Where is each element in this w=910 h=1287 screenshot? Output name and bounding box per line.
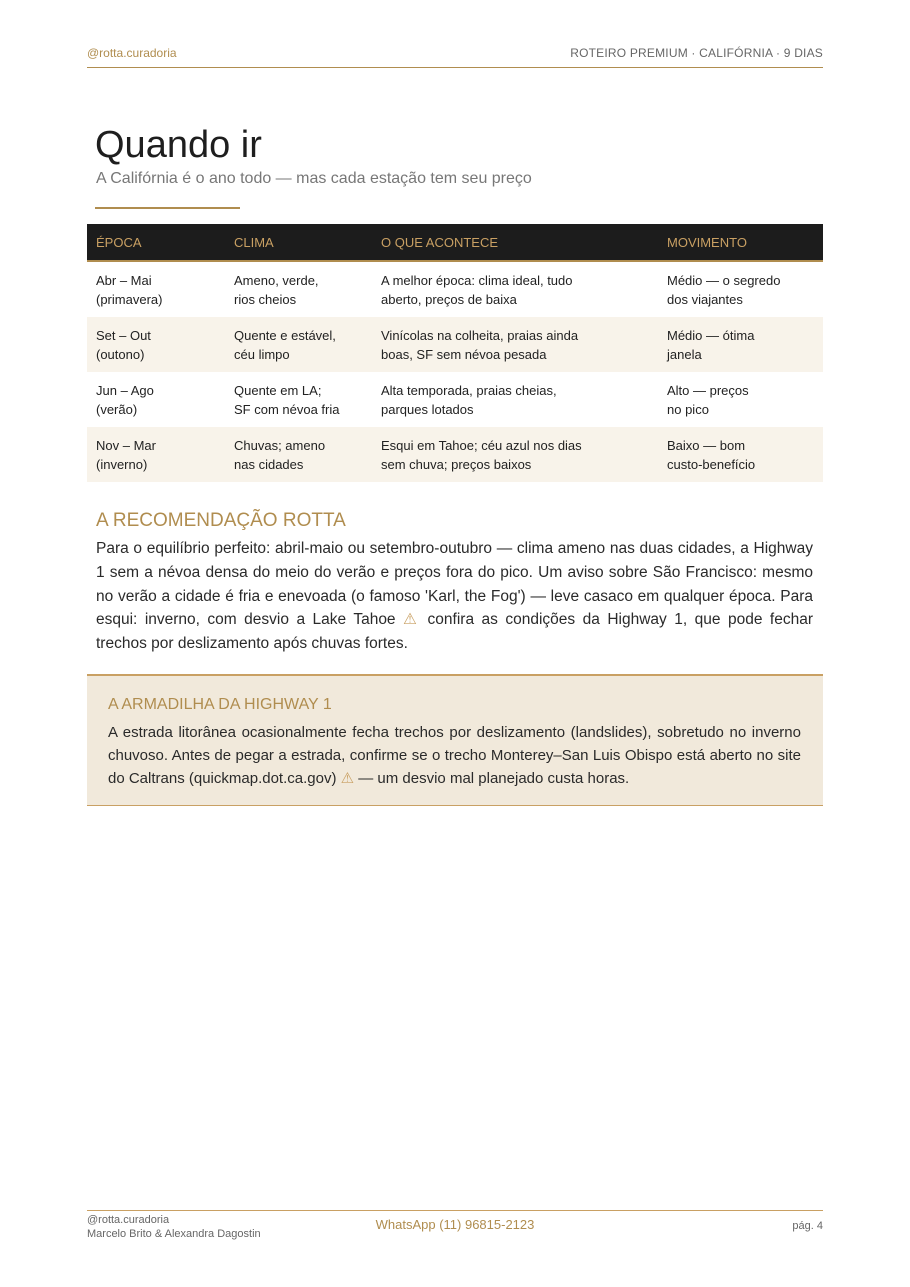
table-cell: Alta temporada, praias cheias, parques lotados: [381, 382, 557, 417]
table-cell: Set – Out (outono): [87, 317, 225, 372]
header-doc-title: ROTEIRO PREMIUM · CALIFÓRNIA · 9 DIAS: [570, 46, 823, 60]
warning-box-text-part: — um desvio mal planejado custa horas.: [354, 769, 630, 787]
table-row: [87, 427, 823, 482]
table-cell: Abr – Mai (primavera): [96, 272, 163, 307]
warning-box-text-part: A estrada litorânea ocasionalmente fecha trechos por deslizamento (landslides), sobretudo no inverno chuvoso. Antes de pegar a estrada, confirme se o trecho Monterey–San Luis Obispo está aberto no site do Caltrans (quickmap.dot.ca.gov): [108, 724, 801, 787]
recommendation-text: [96, 537, 813, 656]
table-cell: Ameno, verde, rios cheios: [234, 272, 319, 307]
table-cell: Baixo — bom custo-benefício: [658, 427, 823, 482]
table-cell: Quente em LA; SF com névoa fria: [234, 382, 340, 417]
footer-authors: Marcelo Brito & Alexandra Dagostin: [87, 1228, 261, 1240]
warning-icon: ⚠: [403, 611, 421, 629]
table-cell: Nov – Mar (inverno): [87, 427, 225, 482]
table-cell: A melhor época: clima ideal, tudo aberto, preços de baixa: [381, 272, 573, 307]
page-title: Quando ir: [95, 124, 262, 166]
column-header-acontece: O QUE ACONTECE: [372, 224, 658, 261]
table-row: [87, 372, 823, 427]
footer-brand: @rotta.curadoria: [87, 1214, 170, 1226]
warning-box-heading: A ARMADILHA DA HIGHWAY 1: [108, 696, 332, 713]
header-brand: @rotta.curadoria: [87, 46, 177, 60]
recommendation-text-part: confira as condições da Highway 1, que pode fechar trechos por deslizamento após chuvas fortes.: [96, 611, 813, 653]
highway-warning-box: [87, 674, 823, 806]
table-header-row: [87, 224, 823, 261]
table-row: [87, 317, 823, 372]
page-footer: [87, 1210, 823, 1243]
table-cell: Médio — o segredo dos viajantes: [667, 272, 781, 307]
table-cell: Médio — ótima janela: [658, 317, 823, 372]
table-cell: Quente e estável, céu limpo: [225, 317, 372, 372]
title-divider: [95, 207, 240, 209]
column-header-clima: CLIMA: [225, 224, 372, 261]
footer-contact: WhatsApp (11) 96815-2123: [375, 1217, 535, 1232]
warning-icon: ⚠: [340, 769, 355, 787]
table-cell: Esqui em Tahoe; céu azul nos dias sem chuva; preços baixos: [372, 427, 658, 482]
page-header: [87, 46, 823, 68]
warning-box-text: [108, 722, 801, 790]
table-row: [87, 261, 823, 317]
table-cell: Alto — preços no pico: [667, 382, 749, 417]
recommendation-heading: A RECOMENDAÇÃO ROTTA: [96, 510, 346, 531]
table-cell: Vinícolas na colheita, praias ainda boas, SF sem névoa pesada: [372, 317, 658, 372]
seasons-table: [87, 224, 823, 482]
table-cell: Jun – Ago (verão): [96, 382, 154, 417]
column-header-movimento: MOVIMENTO: [658, 224, 823, 261]
recommendation-text-part: Para o equilíbrio perfeito: abril-maio ou setembro-outubro — clima ameno nas duas cidades, a Highway 1 sem a névoa densa do meio do verão e preços fora do pico. Um aviso sobre São Francisco: mesmo no verão a cidade é fria e enevoada (o famoso 'Karl, the Fog') — leve casaco em qualquer época. Para esqui: inverno, com desvio a Lake Tahoe: [96, 540, 813, 629]
page-number: pág. 4: [792, 1220, 823, 1232]
table-cell: Chuvas; ameno nas cidades: [225, 427, 372, 482]
page-subtitle: A Califórnia é o ano todo — mas cada estação tem seu preço: [96, 170, 532, 187]
column-header-epoca: ÉPOCA: [87, 224, 225, 261]
